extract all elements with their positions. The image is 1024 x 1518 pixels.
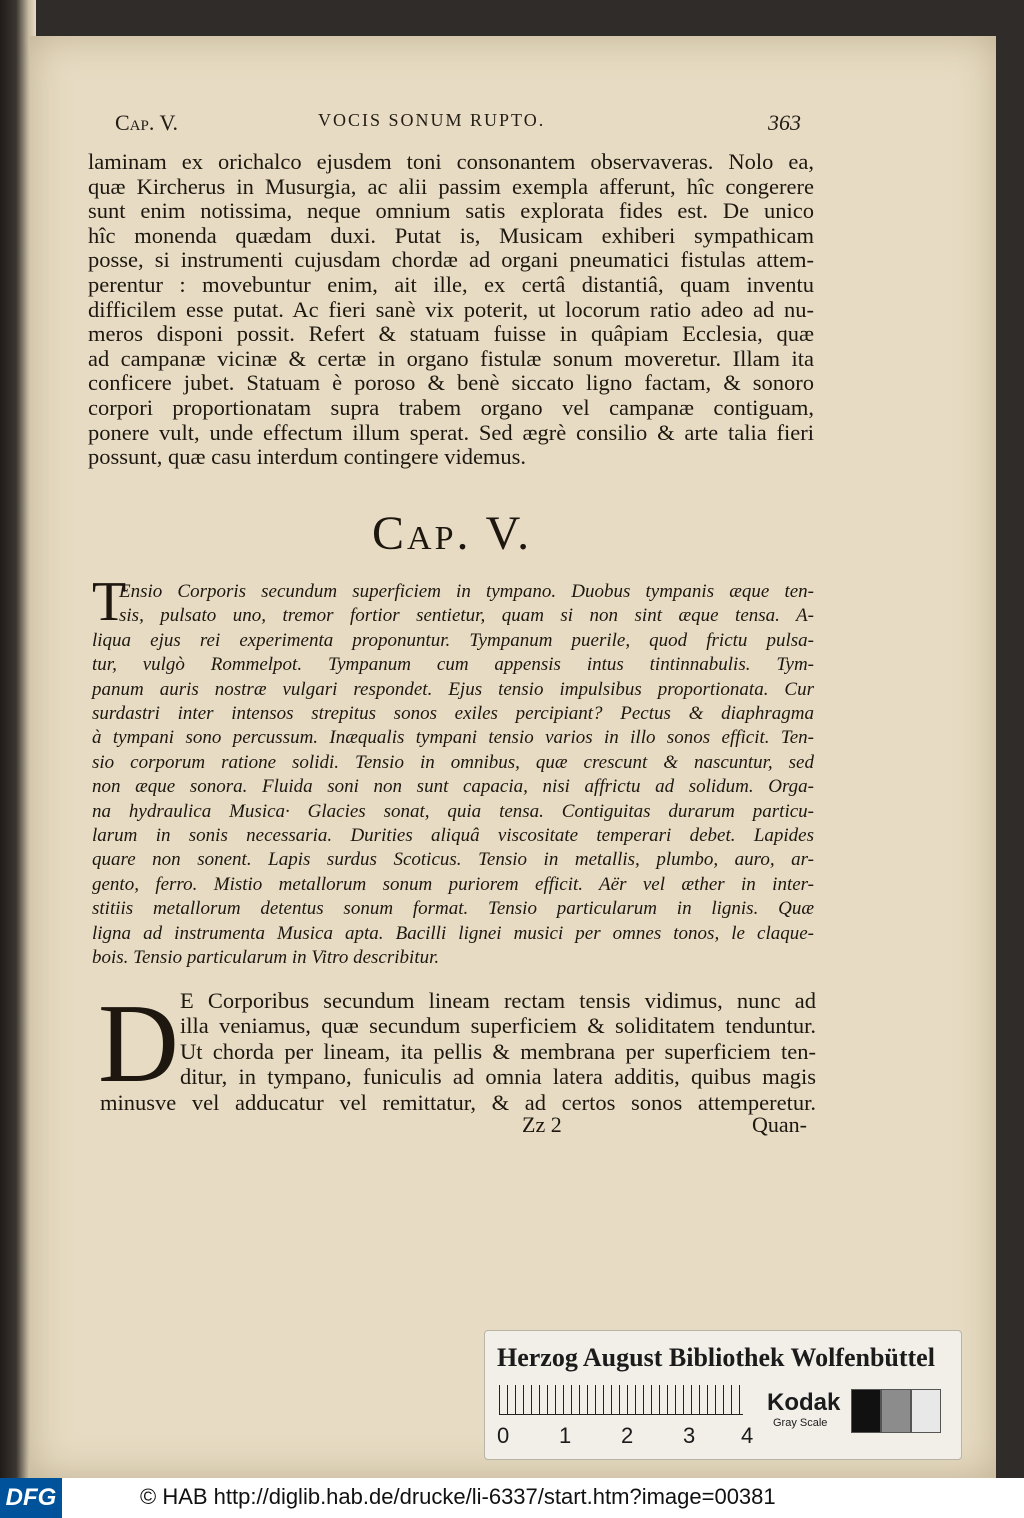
summary-line: sio corporum ratione solidi. Tensio in omnibus, quæ crescunt & nascuntur, sed	[92, 751, 814, 773]
chapter-summary	[92, 580, 814, 971]
summary-line: larum in sonis necessaria. Durities aliquâ viscositate temperari debet. Lapides	[92, 825, 814, 847]
text-line: laminam ex orichalco ejusdem toni consonantem observaveras. Nolo ea,	[88, 149, 814, 174]
gray-swatch-mid	[881, 1389, 911, 1433]
summary-line: sis, pulsato uno, tremor fortior sentietur, quam si non sint æque tensa. A-	[119, 605, 814, 627]
copyright-link[interactable]: © HAB http://diglib.hab.de/drucke/li-6337/start.htm?image=00381	[140, 1484, 776, 1509]
summary-line: Ensio Corporis secundum superficiem in tympano. Duobus tympanis æque ten-	[119, 581, 814, 602]
summary-line: quare non sonent. Lapis surdus Scoticus. Tensio in metallis, plumbo, auro, ar-	[92, 849, 814, 871]
header-chapter: Cap. V.	[115, 110, 179, 135]
summary-line: stitiis metallorum detentus sonum format. Tensio particularum in lignis. Quæ	[92, 898, 814, 920]
page-number: 363	[768, 110, 801, 135]
text-line: possunt, quæ casu interdum contingere videmus.	[88, 444, 527, 470]
summary-line: tur, vulgò Rommelpot. Tympanum cum appensis intus tintinnabulis. Tym-	[92, 654, 814, 676]
summary-line: na hydraulica Musica· Glacies sonat, quia tensa. Contiguitas durarum particu-	[92, 800, 814, 822]
viewer-footer	[0, 1478, 1024, 1518]
chapter-title: Cap. V.	[372, 507, 533, 560]
gray-swatch-dark	[851, 1389, 881, 1433]
header-title: VOCIS SONUM RUPTO.	[318, 110, 546, 130]
text-line: meros disponi possit. Refert & statuam fuisse in quâpiam Ecclesia, quæ	[88, 321, 814, 347]
kodak-logo: Kodak	[767, 1389, 841, 1416]
gray-scale-label: Gray Scale	[773, 1417, 828, 1429]
summary-line: à tympani sono percussum. Inæqualis tympani tensio varios in illo sonos efficit. Ten-	[92, 727, 814, 749]
paragraph-drop-cap: D	[98, 982, 179, 1106]
summary-line: ligna ad instrumenta Musica apta. Bacilli lignei musici per omnes tonos, le claque-	[92, 922, 814, 944]
ruler-number: 4	[741, 1423, 754, 1448]
summary-drop-cap: T	[92, 571, 127, 633]
ruler-scale	[499, 1385, 743, 1415]
text-line: posse, si instrumenti cujusdam chordæ ad organi pneumatici fistulas attem-	[88, 247, 814, 273]
gray-swatch-light	[911, 1389, 941, 1433]
body-paragraph	[88, 150, 814, 470]
dfg-logo[interactable]: DFG	[0, 1478, 62, 1518]
text-line: illa veniamus, quæ secundum superficiem & soliditatem tenduntur.	[180, 1013, 816, 1039]
catchword: Quan-	[752, 1112, 807, 1137]
text-line: sunt enim notissima, neque omnium satis explorata fides est. De unico	[88, 198, 814, 224]
summary-line: gento, ferro. Mistio metallorum sonum puriorem efficit. Aër vel æther in inter-	[92, 873, 814, 895]
text-line: ditur, in tympano, funiculis ad omnia latera additis, quibus magis	[180, 1064, 816, 1090]
text-line: conficere jubet. Statuam è poroso & benè siccato ligno factam, & sonoro	[88, 370, 814, 396]
text-line: perentur : movebuntur enim, ait ille, ex certâ distantiâ, quam inventu	[88, 271, 814, 297]
text-line: E Corporibus secundum lineam rectam tensis vidimus, nunc ad	[180, 988, 816, 1013]
library-name: Herzog August Bibliothek Wolfenbüttel	[497, 1343, 935, 1372]
ruler-number: 1	[559, 1423, 572, 1448]
text-line: ad campanæ vicinæ & certæ in organo fistulæ sonum moveretur. Illam ita	[88, 345, 814, 371]
text-line: ponere vult, unde effectum illum sperat. Sed ægrè consilio & arte talia fieri	[88, 419, 814, 445]
text-line: difficilem esse putat. Ac fieri sanè vix poterit, ut locorum ratio adeo ad nu-	[88, 296, 814, 322]
text-line: corpori proportionatam supra trabem organo vel campanæ contiguam,	[88, 394, 814, 420]
signature-mark: Zz 2	[522, 1112, 562, 1137]
color-calibration-target	[484, 1330, 962, 1460]
text-line: minusve vel adducatur vel remittatur, & ad certos sonos attemperetur.	[100, 1089, 816, 1115]
summary-line: bois. Tensio particularum in Vitro describitur.	[92, 947, 440, 969]
ruler-number: 2	[621, 1423, 634, 1448]
ruler-number: 3	[683, 1423, 696, 1448]
text-line: hîc monenda quædam duxi. Putat is, Musicam exhiberi sympathicam	[88, 222, 814, 248]
text-line: Ut chorda per lineam, ita pellis & membrana per superficiem ten-	[180, 1038, 816, 1064]
summary-line: liqua ejus rei experimenta proponuntur. Tympanum puerile, quod frictu pulsa-	[92, 629, 814, 651]
summary-line: panum auris nostræ vulgari respondet. Ejus tensio impulsibus proportionata. Cur	[92, 678, 814, 700]
running-header	[115, 110, 815, 138]
summary-line: surdastri inter intensos strepitus sonos exiles percipiant? Pectus & diaphragma	[92, 703, 814, 725]
summary-line: non æque sonora. Fluida soni non sunt capacia, nisi affrictu ad solidum. Orga-	[92, 776, 814, 798]
text-line: quæ Kircherus in Musurgia, ac alii passim exempla afferunt, hîc congerere	[88, 173, 814, 199]
second-paragraph	[100, 988, 816, 1115]
ruler-number: 0	[497, 1423, 510, 1448]
